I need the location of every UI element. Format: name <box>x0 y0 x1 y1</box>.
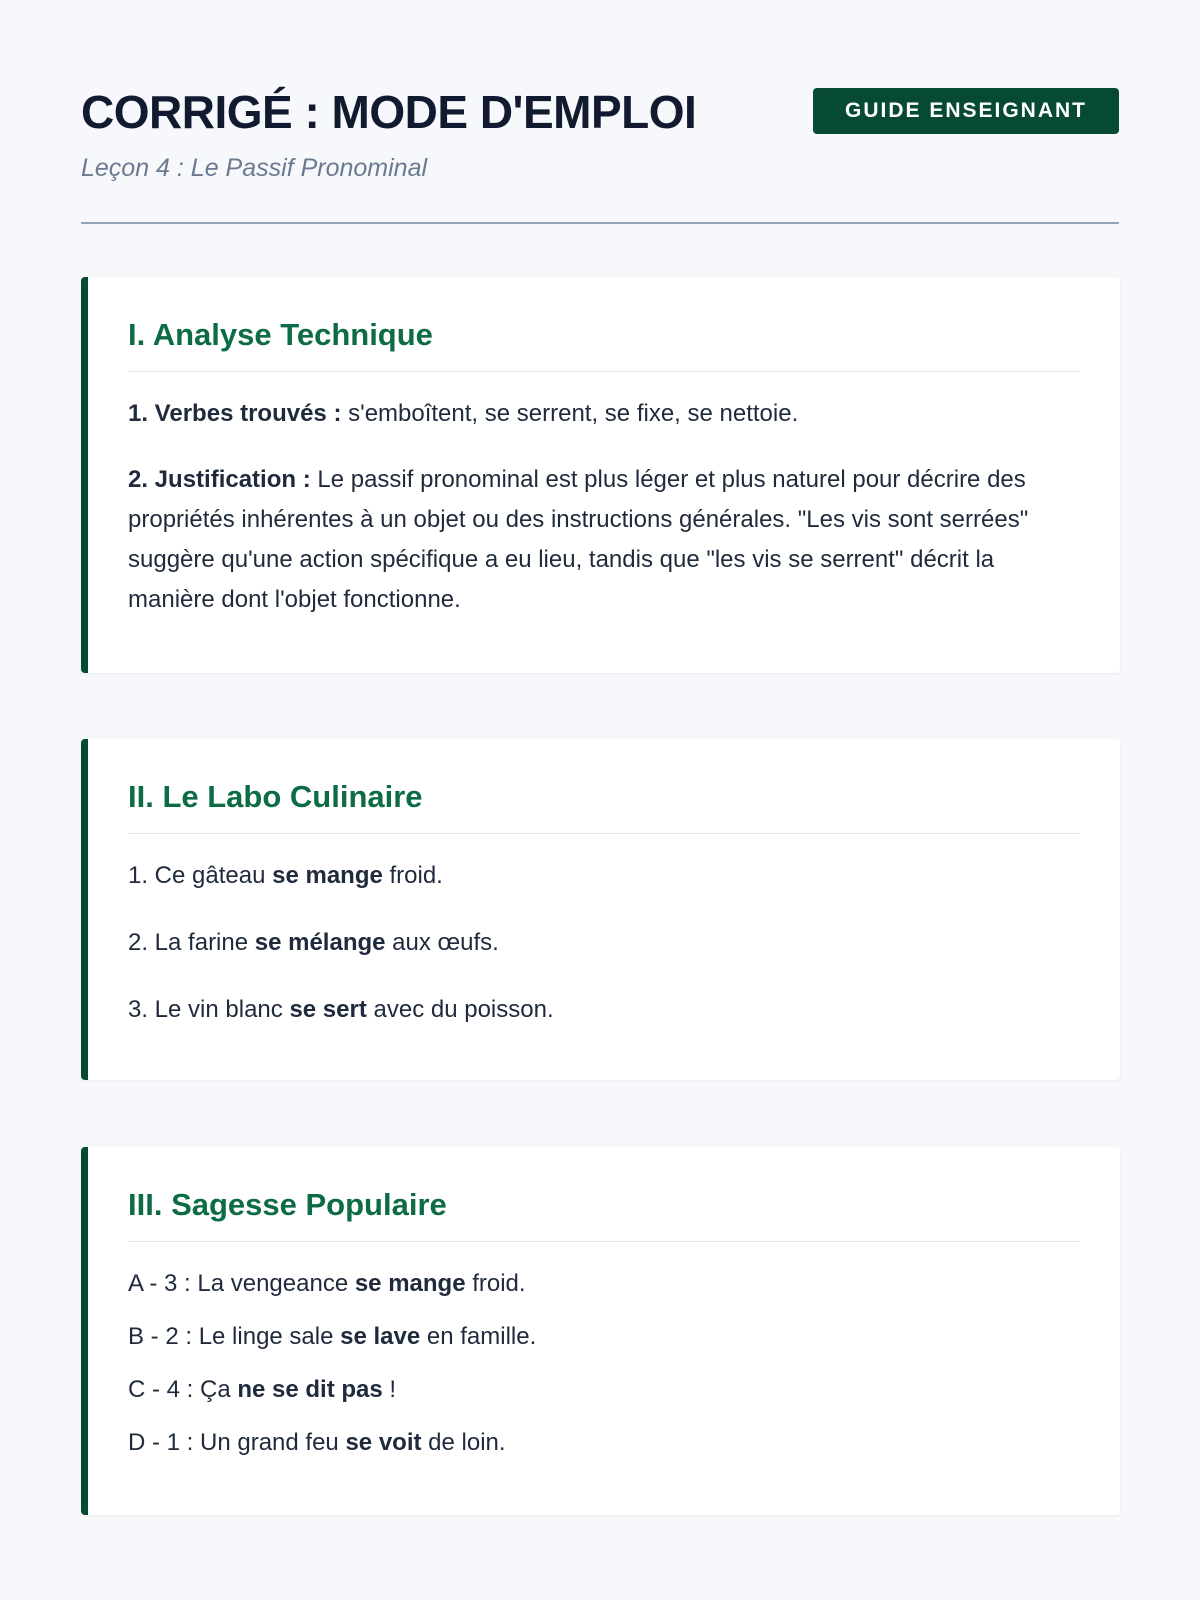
item-verb: ne se dit pas <box>237 1376 383 1403</box>
item-verb: se mélange <box>254 929 386 956</box>
item-verb: se voit <box>345 1429 422 1456</box>
justification-text: Le passif pronominal est plus léger et plus naturel pour décrire des propriétés inhérentes à un objet ou des instructions générales. "Les vis sont serrées" suggère qu'une action spécifique a eu lieu, tandis que "les vis se serrent" décrit la manière dont l'objet fonctionne. <box>128 466 1029 613</box>
section-technical-analysis <box>81 277 1120 673</box>
section-culinary-lab <box>81 739 1120 1080</box>
item-text: aux œufs. <box>385 929 499 956</box>
item-text: 3. Le vin blanc <box>128 996 290 1023</box>
justification-label: 2. Justification : <box>128 466 311 493</box>
item-verb: se mange <box>272 862 383 889</box>
verbs-found-paragraph <box>128 394 1080 434</box>
item-text: 1. Ce gâteau <box>128 862 273 889</box>
list-item <box>128 990 1080 1030</box>
teacher-guide-badge: GUIDE ENSEIGNANT <box>813 88 1119 134</box>
list-item <box>128 1426 1080 1460</box>
list-item <box>128 923 1080 963</box>
justification-paragraph <box>128 460 1080 620</box>
section-popular-wisdom <box>81 1147 1120 1515</box>
page-header <box>81 0 1119 224</box>
item-verb: se sert <box>289 996 367 1023</box>
item-text: de loin. <box>421 1429 506 1456</box>
section-title: III. Sagesse Populaire <box>128 1185 1080 1242</box>
item-text: froid. <box>382 862 443 889</box>
item-verb: se mange <box>354 1270 466 1297</box>
item-text: ! <box>382 1376 397 1403</box>
verbs-found-label: 1. Verbes trouvés : <box>128 400 342 427</box>
list-item <box>128 1320 1080 1354</box>
list-item <box>128 856 1080 896</box>
item-verb: se lave <box>340 1323 421 1350</box>
item-text: C - 4 : Ça <box>128 1376 238 1403</box>
item-text: B - 2 : Le linge sale <box>128 1323 341 1350</box>
list-item <box>128 1373 1080 1407</box>
section-title: I. Analyse Technique <box>128 315 1080 372</box>
item-text: A - 3 : La vengeance <box>128 1270 355 1297</box>
item-text: D - 1 : Un grand feu <box>128 1429 346 1456</box>
item-text: froid. <box>465 1270 526 1297</box>
verbs-found-text: s'emboîtent, se serrent, se fixe, se nettoie. <box>341 400 799 427</box>
section-title: II. Le Labo Culinaire <box>128 777 1080 834</box>
page-title: CORRIGÉ : MODE D'EMPLOI <box>81 86 697 138</box>
list-item <box>128 1267 1080 1301</box>
item-text: en famille. <box>420 1323 537 1350</box>
page-subtitle: Leçon 4 : Le Passif Pronominal <box>81 154 428 182</box>
item-text: 2. La farine <box>128 929 255 956</box>
item-text: avec du poisson. <box>366 996 554 1023</box>
